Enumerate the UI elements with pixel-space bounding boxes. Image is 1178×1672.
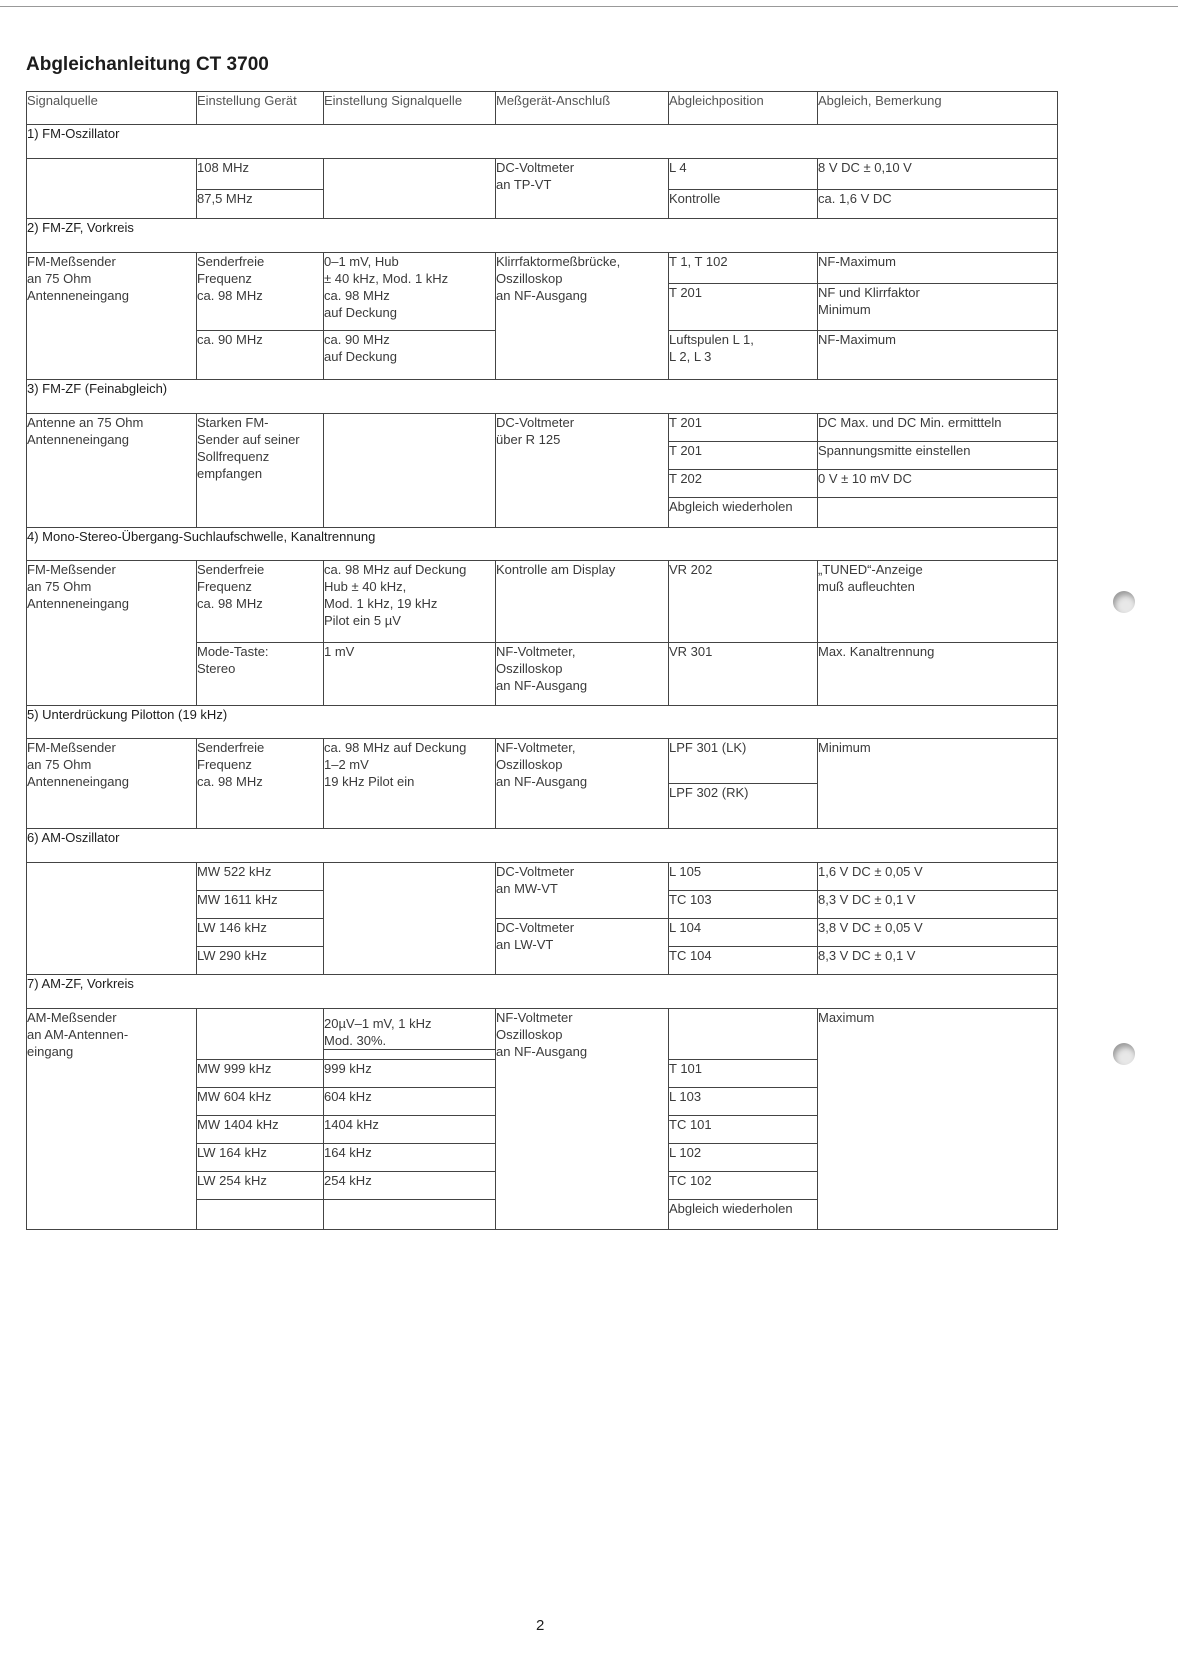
cell-signalquelle: FM-Meßsender an 75 Ohm Antenneneingang bbox=[27, 561, 197, 706]
cell-position: TC 101 bbox=[669, 1116, 818, 1144]
cell-messgeraet: NF-Voltmeter Oszilloskop an NF-Ausgang bbox=[496, 1009, 669, 1230]
cell-position: VR 301 bbox=[669, 643, 818, 706]
cell-geraet: Mode-Taste: Stereo bbox=[197, 643, 324, 706]
cell-position: Kontrolle bbox=[669, 190, 818, 219]
cell-signal: 999 kHz bbox=[324, 1060, 496, 1088]
cell-geraet bbox=[197, 1200, 324, 1230]
cell-geraet: Senderfreie Frequenz ca. 98 MHz bbox=[197, 561, 324, 643]
table-row bbox=[27, 253, 1058, 284]
cell-empty bbox=[669, 1009, 818, 1060]
punch-hole-mark bbox=[1113, 1043, 1135, 1065]
cell-geraet: MW 604 kHz bbox=[197, 1088, 324, 1116]
cell-signalquelle: FM-Meßsender an 75 Ohm Antenneneingang bbox=[27, 739, 197, 829]
cell-position: VR 202 bbox=[669, 561, 818, 643]
cell-geraet: LW 146 kHz bbox=[197, 919, 324, 947]
header-abgleichposition: Abgleichposition bbox=[669, 92, 818, 125]
header-einstellung-signalquelle: Einstellung Signalquelle bbox=[324, 92, 496, 125]
cell-position: L 102 bbox=[669, 1144, 818, 1172]
cell-position: T 201 bbox=[669, 414, 818, 442]
section-title-6: 6) AM-Oszillator bbox=[27, 829, 1058, 863]
cell-signalquelle: AM-Meßsender an AM-Antennen- eingang bbox=[27, 1009, 197, 1230]
cell-empty bbox=[324, 863, 496, 975]
cell-messgeraet: DC-Voltmeter an TP-VT bbox=[496, 159, 669, 219]
cell-signalquelle: FM-Meßsender an 75 Ohm Antenneneingang bbox=[27, 253, 197, 380]
cell-geraet: MW 522 kHz bbox=[197, 863, 324, 891]
cell-empty bbox=[324, 414, 496, 528]
cell-messgeraet: NF-Voltmeter, Oszilloskop an NF-Ausgang bbox=[496, 643, 669, 706]
cell-messgeraet: Klirrfaktormeßbrücke, Oszilloskop an NF-Ausgang bbox=[496, 253, 669, 380]
cell-bemerkung: NF-Maximum bbox=[818, 253, 1058, 284]
cell-signal: 1404 kHz bbox=[324, 1116, 496, 1144]
cell-bemerkung: NF und Klirrfaktor Minimum bbox=[818, 284, 1058, 331]
punch-hole-mark bbox=[1113, 591, 1135, 613]
header-messgeraet-anschluss: Meßgerät-Anschluß bbox=[496, 92, 669, 125]
cell-position: Abgleich wiederholen bbox=[669, 1200, 818, 1230]
cell-position: L 105 bbox=[669, 863, 818, 891]
cell-position: LPF 301 (LK) bbox=[669, 739, 818, 784]
cell-position: L 4 bbox=[669, 159, 818, 190]
alignment-table bbox=[26, 91, 1058, 1230]
cell-position: T 101 bbox=[669, 1060, 818, 1088]
table-row bbox=[27, 739, 1058, 784]
cell-empty bbox=[324, 1050, 496, 1060]
section-title-4: 4) Mono-Stereo-Übergang-Suchlaufschwelle, Kanaltrennung bbox=[27, 528, 1058, 561]
cell-bemerkung: Max. Kanaltrennung bbox=[818, 643, 1058, 706]
cell-bemerkung: 8,3 V DC ± 0,1 V bbox=[818, 947, 1058, 975]
cell-position: TC 103 bbox=[669, 891, 818, 919]
cell-bemerkung: 1,6 V DC ± 0,05 V bbox=[818, 863, 1058, 891]
header-abgleich-bemerkung: Abgleich, Bemerkung bbox=[818, 92, 1058, 125]
cell-geraet: Senderfreie Frequenz ca. 98 MHz bbox=[197, 253, 324, 331]
cell-bemerkung: Spannungsmitte einstellen bbox=[818, 442, 1058, 470]
cell-bemerkung: 0 V ± 10 mV DC bbox=[818, 470, 1058, 498]
cell-signal: 20µV–1 mV, 1 kHz Mod. 30%. bbox=[324, 1009, 496, 1050]
cell-geraet: Starken FM- Sender auf seiner Sollfrequenz empfangen bbox=[197, 414, 324, 528]
cell-signal: 604 kHz bbox=[324, 1088, 496, 1116]
cell-signal: ca. 98 MHz auf Deckung 1–2 mV 19 kHz Pilot ein bbox=[324, 739, 496, 829]
section-title-2: 2) FM-ZF, Vorkreis bbox=[27, 219, 1058, 253]
cell-signal: ca. 98 MHz auf Deckung Hub ± 40 kHz, Mod. 1 kHz, 19 kHz Pilot ein 5 µV bbox=[324, 561, 496, 643]
cell-geraet: LW 164 kHz bbox=[197, 1144, 324, 1172]
table-row bbox=[27, 414, 1058, 442]
section-title-1: 1) FM-Oszillator bbox=[27, 125, 1058, 159]
table-row bbox=[27, 561, 1058, 643]
cell-empty bbox=[197, 1009, 324, 1060]
cell-bemerkung bbox=[818, 498, 1058, 528]
cell-empty bbox=[324, 159, 496, 219]
cell-position: Luftspulen L 1, L 2, L 3 bbox=[669, 331, 818, 380]
cell-position: L 103 bbox=[669, 1088, 818, 1116]
cell-messgeraet-lw: DC-Voltmeter an LW-VT bbox=[496, 919, 669, 975]
table-row bbox=[27, 863, 1058, 891]
top-rule bbox=[0, 6, 1178, 7]
cell-bemerkung: Maximum bbox=[818, 1009, 1058, 1230]
cell-signal: 254 kHz bbox=[324, 1172, 496, 1200]
cell-geraet: MW 1404 kHz bbox=[197, 1116, 324, 1144]
cell-position: TC 102 bbox=[669, 1172, 818, 1200]
cell-messgeraet-mw: DC-Voltmeter an MW-VT bbox=[496, 863, 669, 919]
cell-bemerkung: ca. 1,6 V DC bbox=[818, 190, 1058, 219]
cell-messgeraet: NF-Voltmeter, Oszilloskop an NF-Ausgang bbox=[496, 739, 669, 829]
section-title-3: 3) FM-ZF (Feinabgleich) bbox=[27, 380, 1058, 414]
table-row bbox=[27, 1009, 1058, 1050]
cell-messgeraet: Kontrolle am Display bbox=[496, 561, 669, 643]
cell-geraet: 87,5 MHz bbox=[197, 190, 324, 219]
cell-position: T 201 bbox=[669, 284, 818, 331]
cell-position: LPF 302 (RK) bbox=[669, 784, 818, 829]
cell-bemerkung: NF-Maximum bbox=[818, 331, 1058, 380]
cell-bemerkung: 3,8 V DC ± 0,05 V bbox=[818, 919, 1058, 947]
cell-empty bbox=[27, 863, 197, 975]
cell-position: TC 104 bbox=[669, 947, 818, 975]
cell-signal: ca. 90 MHz auf Deckung bbox=[324, 331, 496, 380]
cell-empty bbox=[27, 159, 197, 219]
header-einstellung-geraet: Einstellung Gerät bbox=[197, 92, 324, 125]
table-row bbox=[27, 159, 1058, 190]
cell-signal bbox=[324, 1200, 496, 1230]
page-number: 2 bbox=[536, 1617, 545, 1634]
cell-geraet: LW 254 kHz bbox=[197, 1172, 324, 1200]
cell-bemerkung: 8,3 V DC ± 0,1 V bbox=[818, 891, 1058, 919]
section-title-5: 5) Unterdrückung Pilotton (19 kHz) bbox=[27, 706, 1058, 739]
cell-geraet: Senderfreie Frequenz ca. 98 MHz bbox=[197, 739, 324, 829]
cell-position: L 104 bbox=[669, 919, 818, 947]
cell-bemerkung: Minimum bbox=[818, 739, 1058, 829]
header-signalquelle: Signalquelle bbox=[27, 92, 197, 125]
cell-messgeraet: DC-Voltmeter über R 125 bbox=[496, 414, 669, 528]
cell-position: T 202 bbox=[669, 470, 818, 498]
page-title: Abgleichanleitung CT 3700 bbox=[26, 54, 269, 75]
cell-signal: 1 mV bbox=[324, 643, 496, 706]
cell-position: T 201 bbox=[669, 442, 818, 470]
cell-bemerkung: 8 V DC ± 0,10 V bbox=[818, 159, 1058, 190]
table-header-row bbox=[27, 92, 1058, 125]
cell-geraet: 108 MHz bbox=[197, 159, 324, 190]
cell-geraet: MW 999 kHz bbox=[197, 1060, 324, 1088]
section-title-7: 7) AM-ZF, Vorkreis bbox=[27, 975, 1058, 1009]
cell-signalquelle: Antenne an 75 Ohm Antenneneingang bbox=[27, 414, 197, 528]
cell-bemerkung: „TUNED“-Anzeige muß aufleuchten bbox=[818, 561, 1058, 643]
cell-geraet: LW 290 kHz bbox=[197, 947, 324, 975]
cell-position: T 1, T 102 bbox=[669, 253, 818, 284]
cell-position: Abgleich wiederholen bbox=[669, 498, 818, 528]
cell-bemerkung: DC Max. und DC Min. ermittteln bbox=[818, 414, 1058, 442]
cell-geraet: ca. 90 MHz bbox=[197, 331, 324, 380]
cell-signal: 164 kHz bbox=[324, 1144, 496, 1172]
cell-signal: 0–1 mV, Hub ± 40 kHz, Mod. 1 kHz ca. 98 MHz auf Deckung bbox=[324, 253, 496, 331]
cell-geraet: MW 1611 kHz bbox=[197, 891, 324, 919]
